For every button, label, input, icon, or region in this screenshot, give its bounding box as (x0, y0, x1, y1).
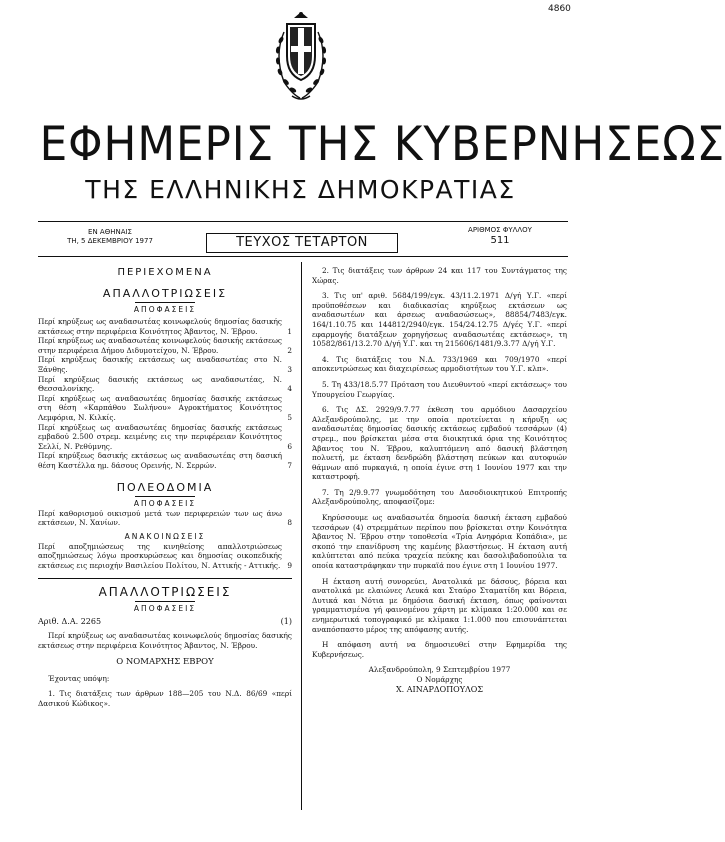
coat-of-arms-emblem (270, 10, 332, 105)
sheet-number: 511 (490, 235, 510, 246)
toc-item-text: Περί κηρύξεως ως αναδασωτέας δημοσίας δασικής εκτάσεως στη θέση «Καρπάθου Σωλήνου» Αγροκτήματος Κοινότητος Λεμφόρια, Ν. Κιλκίς. (38, 393, 282, 422)
toc-item[interactable] (38, 375, 292, 394)
short-rule (135, 302, 195, 303)
right-column (312, 266, 567, 694)
announcements-subheading: ΑΝΑΚΟΙΝΩΣΕΙΣ (124, 531, 206, 541)
decisions-subheading-2: ΑΠΟΦΑΣΕΙΣ (133, 498, 197, 508)
toc-item[interactable] (38, 451, 292, 470)
sheet-info (440, 226, 560, 247)
column-divider (301, 262, 302, 810)
toc-item-text: Περί κηρύξεως δασικής εκτάσεως ως αναδασωτέας, Ν. Θεσσαλονίκης. (38, 374, 282, 394)
article-point-7: 7. Τη 2/9.9.77 γνωμοδότηση του Δασοδιοικητικού Επιτροπής Αλεξανδρούπολης, αποφασίζομε: (312, 487, 567, 507)
toc-item[interactable] (38, 394, 292, 423)
volume-box: ΤΕΥΧΟΣ ΤΕΤΑΡΤΟΝ (206, 233, 398, 253)
contents-end-rule (38, 578, 292, 579)
article-title: Περί κηρύξεως ως αναδασωτέας κοινωφελούς δημοσίας δασικής εκτάσεως στην περιφέρεια Κοινότητος Άβαντος, Ν. Έβρου. (38, 631, 292, 651)
toc-item-page: 4 (287, 384, 292, 394)
toc-item-page: 6 (287, 441, 292, 451)
toc-item-text: Περί καθορισμού οικισμού μετά των περιφερειών των ως άνω εκτάσεων, Ν. Χανίων. (38, 508, 282, 528)
toc-item-text: Περί αποζημιώσεως της κινηθείσης απαλλοτριώσεως αποζημιώσεως λόγω προσκυρώσεως και δημοσίας οικοπεδικής εκτάσεως εις περιοχήν Βασιλείου Πολίτου, Ν. Αττικής - Αττικής. (38, 541, 282, 570)
toc-item-text: Περί κηρύξεως ως αναδασωτέας κοινωφελούς δημοσίας δασικής εκτάσεως στην περιφέρεια Κοινότητος Άβαντος, Ν. Έβρου. (38, 317, 282, 336)
issue-place: ΕΝ ΑΘΗΝΑΙΣ (88, 228, 132, 236)
header-rule-top (38, 221, 568, 222)
signatory-name: Χ. ΑΙΝΑΡΔΟΠΟΥΛΟΣ (395, 684, 484, 694)
article-ref-row (38, 616, 292, 627)
left-column (38, 266, 292, 714)
article-having: Έχοντας υπόψη: (48, 673, 110, 683)
toc-item-page: 9 (287, 560, 292, 570)
article-publication: Η απόφαση αυτή να δημοσιευθεί στην Εφημερίδα της Κυβερνήσεως. (312, 640, 567, 659)
short-rule (135, 496, 195, 497)
article-boundaries: Η έκταση αυτή συνορεύει, Ανατολικά με δάσους, βόρεια και ανατολικά με ελαιώνες Λευκά και Σταύρο Σταματίδη και Βόρεια, Δυτικά και Νότια με δημόσια δασική έκταση, όπως φαίνονται γραμματισμένα γή φαινομένου χάρτη με κλίμακα 1:20.000 και σε ενημερωτικά τοπογραφικό με κλίμακα 1:1.000 που επισυνάπτεται αναπόσπαστο μέρος της απόφασης αυτής. (312, 576, 567, 634)
toc-item-text: Περί κηρύξεως ως αναδασωτέας κοινωφελούς δασικής εκτάσεως στην περιφέρεια Δήμου Διδυμοτείχου, Ν. Έβρου. (38, 336, 282, 355)
contents-list-1 (38, 317, 292, 471)
toc-item[interactable] (38, 509, 292, 528)
toc-item-page: 7 (287, 460, 292, 470)
urban-planning-heading: ΠΟΛΕΟΔΟΜΙΑ (116, 480, 214, 494)
article-authority: Ο ΝΟΜΑΡΧΗΣ ΕΒΡΟΥ (116, 656, 214, 667)
page-number: 4860 (548, 4, 571, 14)
toc-item[interactable] (38, 336, 292, 355)
toc-item-page: 8 (287, 518, 292, 528)
toc-item-page: 2 (287, 345, 292, 355)
article-place-date: Αλεξανδρούπολη, 9 Σεπτεμβρίου 1977 (368, 665, 511, 675)
toc-item[interactable] (38, 355, 292, 374)
article-section-title: ΑΠΑΛΛΟΤΡΙΩΣΕΙΣ (98, 585, 232, 600)
masthead-subtitle: ΤΗΣ ΕΛΛΗΝΙΚΗΣ ΔΗΜΟΚΡΑΤΙΑΣ (85, 175, 516, 204)
sheet-label: ΑΡΙΘΜΟΣ ΦΥΛΛΟΥ (468, 226, 532, 234)
contents-heading: ΠΕΡΙΕΧΟΜΕΝΑ (117, 267, 213, 278)
article-decision: Κηρύσσουμε ως αναδασωτέα δημοσία δασική έκταση εμβαδού τεσσάρων (4) στρεμμάτων περίπου που βρίσκεται στην Κοινότητα Άβαντος Ν. Έβρου στην τοποθεσία «Τρία Ανηφόρια Κοπάδια», με σκοπό την επανίδρυση της καμένης βλαστήσεως. Η έκταση αυτή καλύπτεται από πεύκα τραχεία πεύκης και δασολιβαδοπούλια τα οποία καταστράφηκαν την πυρκαϊά που έγινε στη 1 Ιουνίου 1977. (312, 513, 567, 571)
issue-place-date (40, 228, 180, 246)
toc-item[interactable] (38, 423, 292, 452)
article-sub: ΑΠΟΦΑΣΕΙΣ (133, 604, 197, 614)
article-point-4: 4. Τις διατάξεις του Ν.Δ. 733/1969 και 709/1970 «περί αποκεντρώσεως και διαχειρίσεως αρμοδιοτήτων του Υ.Γ. κλπ». (312, 354, 567, 374)
header-rule-bottom (38, 256, 568, 257)
masthead-title: ΕΦΗΜΕΡΙΣ ΤΗΣ ΚΥΒΕΡΝΗΣΕΩΣ (39, 117, 725, 172)
toc-item-page: 3 (287, 364, 292, 374)
article-point-6: 6. Τις ΔΣ. 2929/9.7.77 έκθεση του αρμόδιου Δασαρχείου Αλεξανδρούπολης, με την οποία προτείνεται η κήρυξη ως αναδασωτέας δημοσίας δασικής εκτάσεως εμβαδού τεσσάρων (4) στρεμ., που βρίσκεται μέσα στα διοικητικά όρια της Κοινότητος Άβαντος του Ν. Έβρου, καλυπτόμενη από δασική βλάστηση πολυετή, με έκταση δενδρώδη βλάστηση πεύκων και αυτοφυών θάμνων από πυρκαγιά, η οποία έγινε στη 1 Ιουνίου 1977 και την καταστροφή. (312, 405, 567, 482)
toc-item[interactable] (38, 542, 292, 571)
short-rule (135, 601, 195, 602)
article-ref-num: (1) (280, 617, 292, 627)
article-ref: Αριθ. Δ.Α. 2265 (38, 617, 102, 627)
toc-item[interactable] (38, 317, 292, 336)
article-point-2: 2. Τις διατάξεις των άρθρων 24 και 117 του Συντάγματος της Χώρας. (312, 266, 567, 285)
article-point-3: 3. Τις υπ' αριθ. 5684/199/εγκ. 43/11.2.1971 Δ/γή Υ.Γ. «περί προϋποθέσεων και διαδικασίας κηρύξεως εκτάσεων ως αναδασωτέων και άρσεως αναδασώσεως», 88854/7483/εγκ. 164/1.10.75 και 144812/2940/εγκ. 154/24.12.75 Δ/γές Υ.Γ. «περί εφαρμογής διατάξεων χορηγήσεως αναδασωτέας εκτάσεως», τη 10582/861/13.2.70 Δ/γή Υ.Γ. και τη 215606/1481/9.3.77 Δ/γή Υ.Γ. (312, 291, 567, 349)
toc-item-text: Περί κηρύξεως ως αναδασωτέας δημοσίας δασικής εκτάσεως εμβαδού 2.500 στρεμ. κειμένης εις την περιφέρειαν Κοινότητος Σελλί, Ν. Ρεθύμνης. (38, 422, 282, 451)
toc-item-page: 5 (287, 412, 292, 422)
decisions-subheading: ΑΠΟΦΑΣΕΙΣ (133, 305, 197, 314)
toc-item-page: 1 (287, 326, 292, 336)
toc-item-text: Περί κηρύξεως δασικής εκτάσεως ως αναδασωτέας στη δασική θέση Καστέλλα ημ. δάσους Ορεινής, Ν. Σερρών. (38, 451, 282, 470)
issue-date: ΤΗ, 5 ΔΕΚΕΜΒΡΙΟΥ 1977 (67, 237, 153, 245)
expropriations-heading: ΑΠΑΛΛΟΤΡΙΩΣΕΙΣ (102, 287, 228, 300)
toc-item-text: Περί κηρύξεως δασικής εκτάσεως ως αναδασωτέας στο Ν. Ξάνθης. (38, 355, 282, 374)
signatory-title: Ο Νομάρχης (416, 674, 463, 684)
article-point-5: 5. Τη 433/18.5.77 Πρόταση του Διευθυντού «περί εκτάσεως» του Υπουργείου Γεωργίας. (312, 379, 567, 399)
article-point-1: 1. Τις διατάξεις των άρθρων 188—205 του Ν.Δ. 86/69 «περί Δασικού Κώδικος». (38, 689, 292, 708)
